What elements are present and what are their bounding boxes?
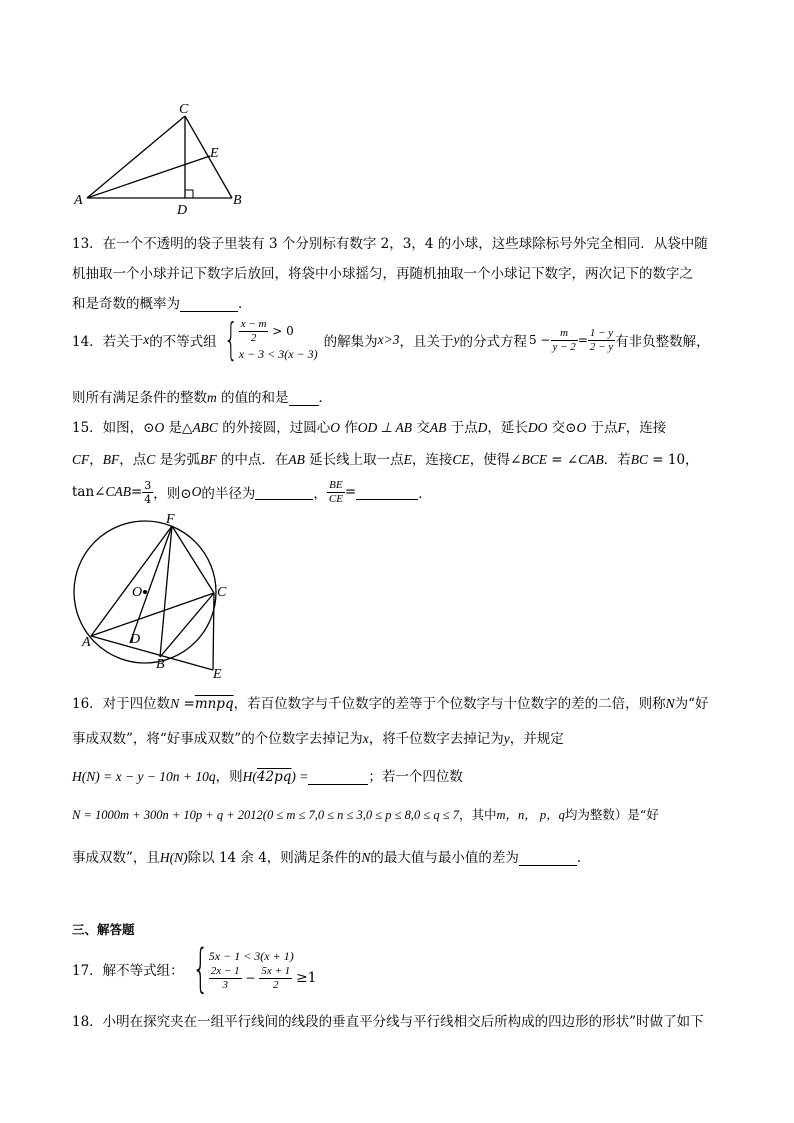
text-q16-l3e: ) = [291,769,309,784]
text-q17-rhs: ≥1 [295,969,317,986]
label-B: B [233,193,242,208]
text-q17-f2num: 5x + 1 [261,964,291,977]
q13-text: 和是奇数的概率为 [72,296,180,312]
label-A: A [74,193,83,208]
q13-answer-blank[interactable] [180,297,238,312]
text-q17-f2den: 2 [272,978,279,991]
label-E: E [210,146,219,161]
q14-m: m [207,390,217,405]
q14-eq-num1: m [551,327,578,341]
text-q15-l2b: ， [89,452,103,468]
q14-text5: 的分式方程 [459,334,527,350]
q14-end: ． [318,390,333,406]
text-q15-l3h: = [344,484,357,500]
q15-line2 [72,448,699,468]
text-q15-l1n: DO [527,420,548,435]
text-q16-l5e: 的最大值与最小值的差为 [370,850,519,866]
text-q16-l1e: ，若百位数字与千位数字的差等于个位数字与十位数字的差的二倍，则称 [233,696,666,712]
q16-line2 [72,727,564,747]
q17 [72,940,317,998]
section-title: 三、解答题 [72,922,135,937]
text-q16-l2b: x [362,731,369,746]
text-q15-l3den: 4 [144,492,152,506]
q14-text3: 的解集为 [323,334,378,350]
text-q16-l5d: N [361,850,371,865]
text-q15-l1o: 交⊙ [547,420,577,436]
text-q16-l5a: 事成双数”，且 [72,850,160,866]
q16-line1 [72,692,709,712]
q14-ineq2: x − 3 < 3(x − 3) [238,346,318,361]
text-q15-l3end: ． [418,486,432,502]
text-q15-l3a: tan∠ [72,484,106,500]
q14-text6: 有非负整数解， [615,334,710,350]
q17-label: 17．解不等式组： [72,963,184,979]
text-q16-l1f: N [665,696,675,711]
q17-system [209,947,317,992]
text-q16-l4d: 均为整数）是“好 [564,807,659,822]
text-q15-l1g: 作 [339,420,358,436]
text-q16-l1b: N [170,696,180,711]
q14-eq-sign: = [577,333,588,347]
q14-line2 [72,386,332,406]
text-q15-l3e: O [191,484,202,499]
text-q15-l2p: = ∠ [547,452,579,468]
q14-text4: ，且关于 [399,334,454,350]
text-q16-l3f: ；若一个四位数 [368,769,463,785]
label-F: F [166,512,175,527]
text-q15-l3b: CAB [105,484,131,499]
text-q15-l3num: 3 [144,478,152,492]
q14-eq-a: 5 − [528,333,551,347]
q14-ineq1-den: 2 [250,331,257,344]
q17-brace: { [191,939,209,999]
text-q16-l3c: H( [242,769,257,784]
label-B: B [156,657,165,672]
q14-ineq1-num: x − m [240,317,267,330]
text-q16-l1d: mnpq [194,696,234,712]
q16-answer-blank1[interactable] [308,770,368,785]
text-q16-l4b: ，其中 [459,807,497,822]
text-q15-l3d: ，则⊙ [153,486,192,502]
text-q16-l3b: ，则 [215,769,243,785]
text-q15-l2m: CE [452,452,470,467]
q16-line5 [72,846,590,866]
text-q15-l2f: 是劣弧 [155,452,201,468]
q13-line1: 13．在一个不透明的袋子里装有 3 个分别标有数字 2，3，4 的小球，这些球除标号外完全相同．从袋中随 [72,236,708,252]
text-q16-l4c: m，n， p，q [496,808,565,822]
q14-x: x [143,332,150,347]
q14-eq-num2: 1 − y [589,326,614,339]
text-q16-l4a: N = 1000m + 300n + 10p + q + 2012(0 ≤ m ≤ 7,0 ≤ n ≤ 3,0 ≤ p ≤ 8,0 ≤ q ≤ 7 [72,808,459,822]
q13-line3 [72,292,252,312]
text-q15-l2k: E [403,452,412,467]
triangle-figure [70,98,250,218]
q14-l2b: 的值的和是 [216,390,289,406]
text-q16-l5b: H(N) [159,850,188,865]
label-C: C [179,102,189,117]
q17-ineq1: 5x − 1 < 3(x + 1) [208,948,294,963]
q14-text1: 14．若关于 [72,334,144,350]
text-q17-minus: − [245,970,256,985]
text-q15-l1s: ，连接 [625,420,667,436]
q18-line1: 18．小明在探究夹在一组平行线间的线段的垂直平分线与平行线相交后所构成的四边形的形状”时做了如下 [72,1014,704,1030]
q15-answer-blank2[interactable] [356,485,418,500]
q16-line4 [72,805,659,823]
text-q16-l1a: 16．对于四位数 [72,696,171,712]
text-q16-l1g: 为“好 [674,696,709,712]
label-A: A [82,635,91,650]
text-q15-l1r: F [617,420,626,435]
text-q15-l1f: O [330,420,340,435]
text-q15-l2e: C [146,452,156,467]
text-q15-l3den2: CE [328,492,343,505]
q15-line3 [72,474,432,510]
q13-end: ． [238,296,252,312]
text-q15-l1e: 的外接圆，过圆心 [217,420,331,436]
label-D: D [177,203,188,218]
text-q15-l1c: 是△ [164,420,193,436]
text-q15-l2o: BCE [521,452,547,467]
text-q15-l2r: ．若 [603,452,631,468]
q16-answer-blank2[interactable] [519,851,577,866]
text-q15-l2n: ，使得∠ [469,452,522,468]
label-D: D [130,632,141,647]
text-q15-l1i: 交 [412,420,430,436]
text-q15-l2l: ，连接 [411,452,453,468]
text-q15-l1h: OD ⊥ AB [357,420,413,435]
q14-eq-den1: y − 2 [552,340,576,353]
label-E: E [213,667,222,682]
text-q15-l3num2: BE [327,479,345,493]
text-q15-l2h: 的中点．在 [216,452,289,468]
q14-brace: { [223,314,238,365]
text-q16-l2c: ，将千位数字去掉记为 [368,731,504,747]
text-q15-l2t: = 10， [647,452,699,468]
text-q15-l2s: BC [630,452,648,467]
q14-text2: 的不等式组 [149,334,217,350]
text-q15-l2a: CF [72,452,90,467]
q14-system [239,318,318,363]
q15-line1 [72,416,666,436]
text-q15-l1d: ABC [192,420,218,435]
label-O: O [132,585,143,600]
q14-l2a: 则所有满足条件的整数 [72,390,207,406]
q14-line1 [72,314,710,365]
text-q16-l3d: 42pq [256,769,292,785]
text-q16-l1c: = [179,696,195,712]
q15-answer-blank1[interactable] [255,485,313,500]
text-q17-f1den: 3 [222,978,228,991]
text-q16-l2a: 事成双数”，将“好事成双数”的个位数字去掉记为 [72,731,363,747]
q14-y: y [453,332,460,347]
circle-figure [70,510,240,685]
text-q15-l1m: ，延长 [487,420,528,436]
text-q16-l2d: y [503,731,510,746]
text-q15-l1a: 15．如图，⊙ [72,420,155,436]
text-q15-l1j: AB [429,420,447,435]
text-q15-l2q: CAB [578,452,604,467]
text-q15-l1l: D [477,420,488,435]
text-q16-l2e: ，并规定 [509,731,564,747]
text-q15-l1p: O [576,420,587,435]
q14-solution: x>3 [377,332,400,347]
text-q15-l1q: 于点 [586,420,618,436]
q14-ineq1-rhs: > 0 [272,323,294,338]
text-q15-l3g: ， [313,486,327,502]
label-C: C [217,585,227,600]
text-q15-l2g: BF [200,452,217,467]
q16-line3 [72,765,463,785]
q14-answer-blank[interactable] [289,391,319,406]
text-q15-l3f: 的半径为 [201,486,256,502]
text-q15-l2j: 延长线上取一点 [304,452,404,468]
text-q17-f1num: 2x − 1 [210,964,240,977]
text-q15-l2i: AB [288,452,305,467]
text-q16-l5end: ． [576,850,591,866]
text-q15-l3c: = [130,484,143,500]
q14-eq-den2: 2 − y [589,340,614,353]
text-q15-l2d: ，点 [119,452,147,468]
text-q16-l5c: 除以 14 余 4，则满足条件的 [187,850,362,866]
q13-line2: 机抽取一个小球并记下数字后放回，将袋中小球摇匀，再随机抽取一个小球记下数字，两次记下的数字之 [72,266,693,282]
text-q15-l1b: O [154,420,165,435]
text-q15-l2c: BF [102,452,120,467]
text-q15-l1k: 于点 [446,420,478,436]
text-q16-l3a: H(N) = x − y − 10n + 10q [72,769,216,784]
